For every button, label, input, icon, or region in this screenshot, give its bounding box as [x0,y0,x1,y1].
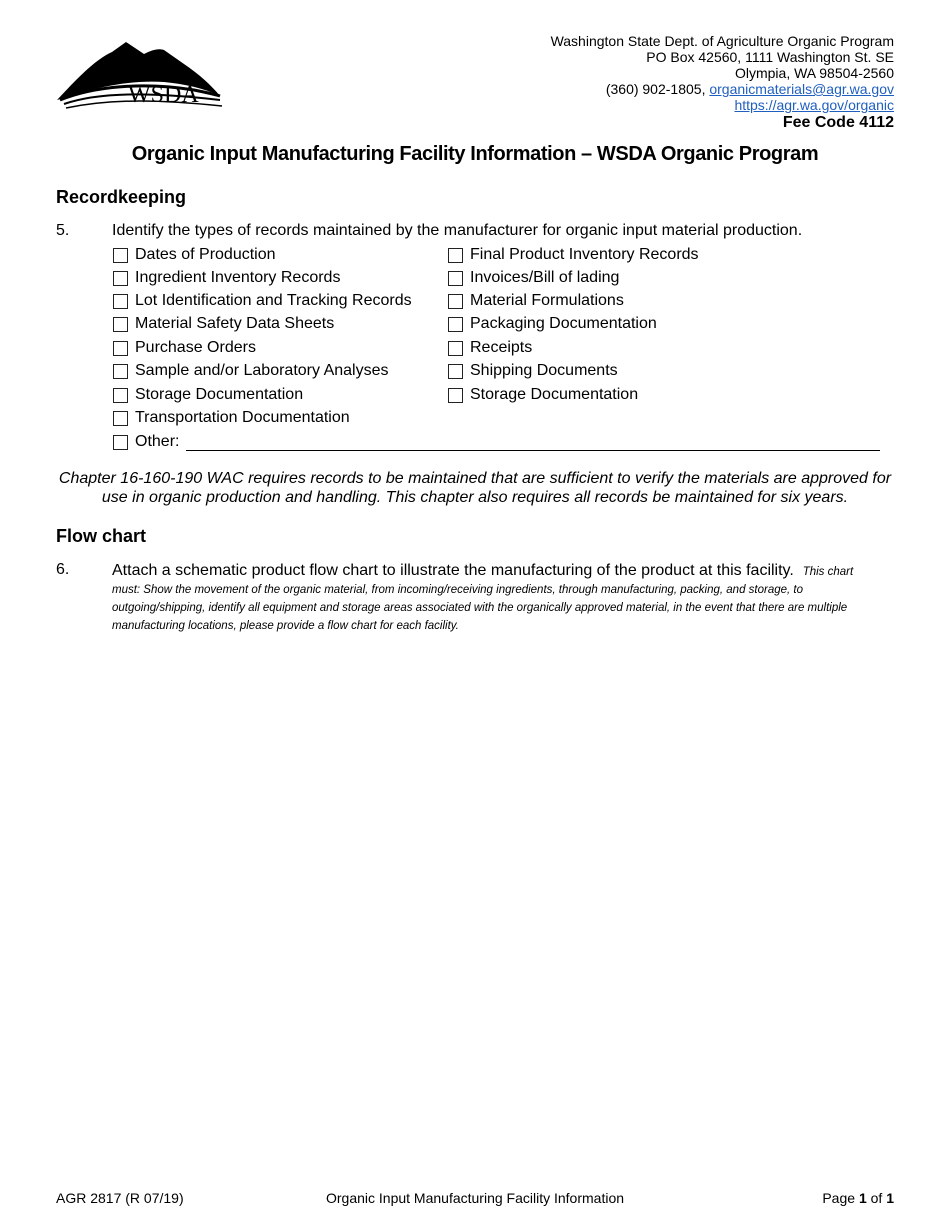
page-total: 1 [886,1190,894,1206]
phone: (360) 902-1805, [605,81,710,97]
section-heading-recordkeeping: Recordkeeping [56,187,187,207]
checkbox[interactable] [448,317,463,332]
checkbox[interactable] [113,388,128,403]
checkbox-option[interactable] [113,314,334,334]
checkbox-label: Receipts [470,339,533,356]
website-link[interactable]: https://agr.wa.gov/organic [734,97,894,113]
checkbox-option[interactable] [448,268,619,288]
fee-code: Fee Code 4112 [782,114,894,131]
wsda-logo [54,38,224,112]
checkbox-option[interactable] [113,385,303,405]
checkbox[interactable] [448,388,463,403]
checkbox[interactable] [448,271,463,286]
checkbox-label: Material Safety Data Sheets [135,315,335,332]
checkbox[interactable] [113,248,128,263]
question-detail: This chart must: Show the movement of the organic material, from incoming/receiving ingredients, through manufacturing, packing, and storage, to outgoing/shipping, identify all equipment and storage areas associated with the organically approved material, in the event that there are multiple manufacturing locations, please provide a flow chart for each facility. [112,566,854,632]
wac-note: Chapter 16-160-190 WAC requires records to be maintained that are sufficient to verify the materials are approved for use in organic production and handling. This chapter also requires all records be maintained for six years. [58,470,892,506]
checkbox-label: Storage Documentation [470,386,639,403]
contact-line [551,81,894,97]
checkbox-option[interactable] [448,385,638,405]
checkbox-option[interactable] [448,314,657,334]
checkbox-label: Packaging Documentation [470,315,657,332]
checkbox-option-other[interactable] [113,432,179,452]
checkbox[interactable] [113,435,128,450]
checkbox[interactable] [448,294,463,309]
checkbox[interactable] [113,341,128,356]
checkbox-label: Shipping Documents [470,362,618,379]
checkbox-option[interactable] [448,338,532,358]
checkbox-label: Invoices/Bill of lading [470,269,620,286]
checkbox-option[interactable] [448,245,699,265]
checkbox-option[interactable] [113,268,340,288]
address-line: Olympia, WA 98504-2560 [734,65,894,81]
checkbox-option[interactable] [448,361,618,381]
question-text: Attach a schematic product flow chart to illustrate the manufacturing of the product at this facility. [112,562,794,579]
form-number: AGR 2817 (R 07/19) [56,1190,184,1206]
flowchart-question [112,561,882,634]
footer-title: Organic Input Manufacturing Facility Information [325,1190,625,1206]
checkbox-label: Storage Documentation [135,386,304,403]
checkbox[interactable] [113,294,128,309]
checkbox-option[interactable] [113,291,412,311]
checkbox-option[interactable] [113,361,388,381]
address-line: Washington State Dept. of Agriculture Organic Program [550,33,894,49]
checkbox[interactable] [113,271,128,286]
checkbox[interactable] [448,364,463,379]
logo-text: WSDA [128,82,199,108]
checkbox-label: Sample and/or Laboratory Analyses [135,362,389,379]
checkbox-label: Final Product Inventory Records [470,246,699,263]
page-of: of [866,1190,887,1206]
page-title: Organic Input Manufacturing Facility Information – WSDA Organic Program [131,143,819,165]
checkbox-label: Purchase Orders [135,339,256,356]
checkbox[interactable] [113,411,128,426]
question-number: 5. [56,222,70,239]
checkbox-label: Dates of Production [135,246,276,263]
page-current: 1 [858,1190,867,1206]
checkbox-option[interactable] [448,291,624,311]
checkbox[interactable] [448,248,463,263]
checkbox-label: Ingredient Inventory Records [135,269,341,286]
question-number: 6. [56,561,70,578]
page-label: Page [822,1190,859,1206]
page-number [822,1190,894,1206]
address-block [551,33,894,132]
section-heading-flowchart: Flow chart [56,526,147,546]
checkbox[interactable] [448,341,463,356]
checkbox-label: Transportation Documentation [135,409,350,426]
checkbox-label: Lot Identification and Tracking Records [135,292,412,309]
checkbox-option[interactable] [113,408,350,428]
other-input-line[interactable] [186,450,880,451]
email-link[interactable]: organicmaterials@agr.wa.gov [709,81,894,97]
address-line: PO Box 42560, 1111 Washington St. SE [646,49,894,65]
checkbox-option[interactable] [113,245,276,265]
checkbox-option[interactable] [113,338,256,358]
question-text: Identify the types of records maintained by the manufacturer for organic input material production. [112,222,803,239]
checkbox-label: Material Formulations [470,292,624,309]
checkbox[interactable] [113,317,128,332]
checkbox[interactable] [113,364,128,379]
checkbox-label: Other: [135,433,180,450]
